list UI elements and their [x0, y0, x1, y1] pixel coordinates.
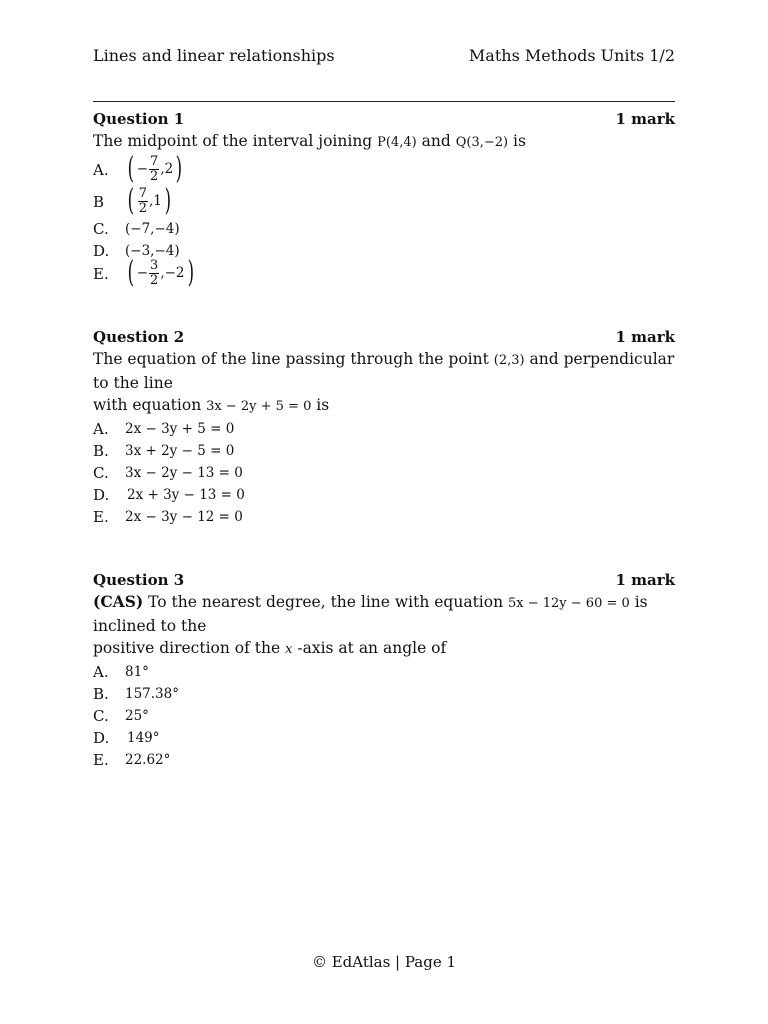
option-value: 149° — [127, 730, 160, 746]
option-value: ( $\frac{7}{2}$ ,1 ) — [127, 183, 171, 218]
option-value: 22.62° — [125, 752, 171, 768]
option-value: ( − $\frac{7}{2}$ ,2 ) — [127, 151, 183, 186]
point: (2,3) — [493, 353, 525, 368]
question-1-header — [93, 108, 675, 130]
option-value: 25° — [125, 708, 149, 724]
stem-text: is — [311, 396, 330, 414]
question-3-marks: 1 mark — [615, 571, 675, 589]
stem-text: To the nearest degree, the line with equation — [143, 593, 508, 611]
fraction — [149, 259, 159, 288]
stem-text: The midpoint of the interval joining — [93, 132, 378, 150]
option-d[interactable] — [93, 727, 675, 749]
option-value: 157.38° — [125, 686, 179, 702]
stem-text: and perpendicular to the line — [93, 350, 675, 392]
stem-text: with equation — [93, 396, 207, 414]
question-3-stem — [93, 591, 675, 661]
equation: 5x − 12y − 60 = 0 — [508, 596, 630, 611]
option-value: 2x + 3y − 13 = 0 — [127, 487, 245, 503]
header-course: Maths Methods Units 1/2 — [468, 46, 675, 65]
option-value: 2x − 3y + 5 = 0 — [125, 421, 235, 437]
option-label: E. — [93, 265, 109, 283]
fraction — [138, 187, 148, 216]
option-value: 3x + 2y − 5 = 0 — [125, 443, 235, 459]
question-2 — [93, 326, 675, 528]
option-label: B. — [93, 442, 109, 460]
option-b[interactable] — [93, 183, 675, 218]
option-e[interactable] — [93, 255, 675, 290]
question-2-title: Question 2 — [93, 328, 185, 346]
option-a[interactable] — [93, 151, 675, 186]
option-label: A. — [93, 663, 109, 681]
option-d[interactable] — [93, 484, 675, 506]
page-footer: © EdAtlas | Page 1 — [311, 953, 457, 971]
option-a[interactable] — [93, 661, 675, 683]
option-e[interactable] — [93, 506, 675, 528]
question-3-title: Question 3 — [93, 571, 185, 589]
option-a[interactable] — [93, 418, 675, 440]
option-b[interactable] — [93, 683, 675, 705]
option-c[interactable] — [93, 462, 675, 484]
option-label: C. — [93, 707, 109, 725]
axis-variable: x — [285, 642, 293, 657]
question-2-marks: 1 mark — [615, 328, 675, 346]
equation: 3x − 2y + 5 = 0 — [206, 399, 312, 414]
option-label: E. — [93, 508, 109, 526]
stem-text: -axis at an angle of — [292, 639, 447, 657]
stem-text: is inclined to the — [93, 593, 648, 635]
sign: − — [136, 161, 149, 177]
point-p: P(4,4) — [377, 135, 417, 150]
coord-rest: ,−2 — [160, 265, 185, 281]
numerator: 3 — [150, 257, 159, 273]
question-1-marks: 1 mark — [615, 110, 675, 128]
header-topic: Lines and linear relationships — [93, 46, 335, 65]
option-c[interactable] — [93, 705, 675, 727]
question-1 — [93, 108, 675, 290]
option-label: D. — [93, 242, 110, 260]
option-label: A. — [93, 161, 109, 179]
fraction — [149, 155, 159, 184]
header-divider — [93, 101, 675, 102]
option-value: 2x − 3y − 12 = 0 — [125, 509, 243, 525]
option-value: 3x − 2y − 13 = 0 — [125, 465, 243, 481]
numerator: 7 — [138, 185, 147, 201]
numerator: 7 — [150, 153, 159, 169]
option-d[interactable] — [93, 240, 675, 258]
stem-text: and — [416, 132, 456, 150]
denominator: 2 — [138, 200, 147, 216]
question-3-header — [93, 569, 675, 591]
coord-rest: ,2 — [160, 161, 174, 177]
point-q: Q(3,−2) — [455, 135, 509, 150]
denominator: 2 — [150, 168, 159, 184]
option-value: 81° — [125, 664, 149, 680]
option-e[interactable] — [93, 749, 675, 771]
question-2-header — [93, 326, 675, 348]
option-value: (−3,−4) — [125, 243, 180, 259]
stem-text: is — [508, 132, 526, 150]
option-b[interactable] — [93, 440, 675, 462]
sign: − — [136, 265, 149, 281]
option-value: (−7,−4) — [125, 221, 180, 237]
option-label: D. — [93, 729, 110, 747]
option-label: B. — [93, 685, 109, 703]
stem-text: positive direction of the — [93, 639, 286, 657]
option-label: A. — [93, 420, 109, 438]
coord-rest: ,1 — [149, 193, 162, 209]
option-label: C. — [93, 220, 109, 238]
question-3 — [93, 569, 675, 771]
question-2-stem — [93, 348, 675, 418]
cas-tag: (CAS) — [93, 592, 144, 611]
denominator: 2 — [150, 272, 159, 288]
stem-text: The equation of the line passing through the point — [93, 350, 494, 368]
option-label: D. — [93, 486, 110, 504]
option-label: B — [93, 193, 105, 211]
option-label: C. — [93, 464, 109, 482]
option-c[interactable] — [93, 218, 675, 240]
option-label: E. — [93, 751, 109, 769]
option-value: ( − $\frac{3}{2}$ ,−2 ) — [127, 255, 194, 290]
question-1-title: Question 1 — [93, 110, 185, 128]
